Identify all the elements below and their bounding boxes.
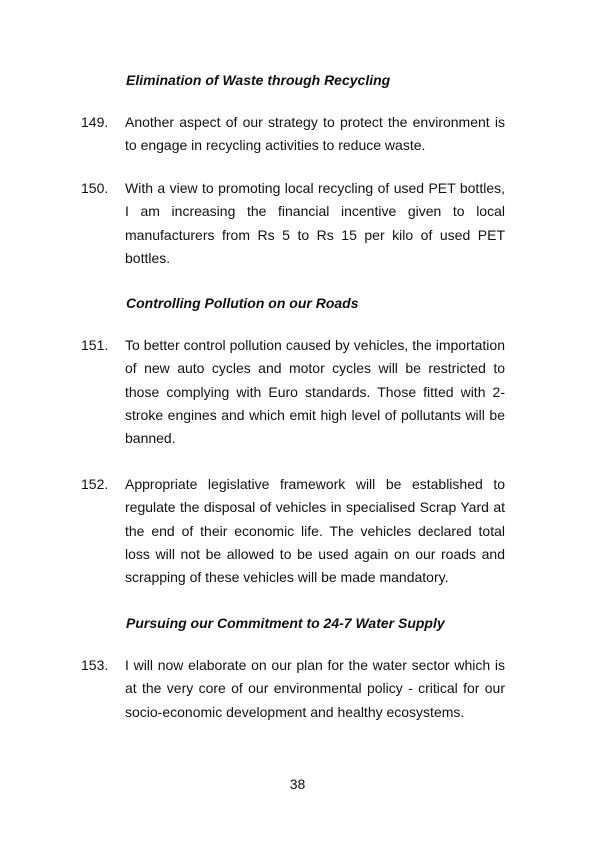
paragraph-152: [81, 473, 505, 589]
paragraph-number: 149.: [81, 114, 109, 130]
paragraph-number: 153.: [81, 657, 109, 673]
paragraph-151: [81, 334, 505, 450]
paragraph-text: Another aspect of our strategy to protect the environment is to engage in recycling activities to reduce waste.: [125, 114, 505, 154]
section-heading-recycling: Elimination of Waste through Recycling: [126, 72, 391, 88]
paragraph-number: 152.: [81, 476, 109, 492]
section-heading-water: Pursuing our Commitment to 24-7 Water Supply: [126, 615, 445, 631]
paragraph-149: [81, 111, 505, 158]
paragraph-number: 151.: [81, 337, 109, 353]
paragraph-text: I will now elaborate on our plan for the water sector which is at the very core of our environmental policy - critical for our socio-economic development and healthy ecosystems.: [125, 657, 505, 720]
page-number: 38: [289, 776, 306, 792]
paragraph-150: [81, 177, 505, 270]
paragraph-text: With a view to promoting local recycling of used PET bottles, I am increasing the financial incentive given to local manufacturers from Rs 5 to Rs 15 per kilo of used PET bottles.: [125, 180, 505, 266]
section-heading-pollution: Controlling Pollution on our Roads: [126, 295, 359, 311]
paragraph-text: Appropriate legislative framework will be established to regulate the disposal of vehicles in specialised Scrap Yard at the end of their economic life. The vehicles declared total loss will not be allowed to be used again on our roads and scrapping of these vehicles will be made mandatory.: [125, 476, 505, 585]
paragraph-text: To better control pollution caused by vehicles, the importation of new auto cycles and motor cycles will be restricted to those complying with Euro standards. Those fitted with 2-stroke engines and which emit high level of pollutants will be banned.: [125, 337, 505, 446]
paragraph-153: [81, 654, 505, 724]
paragraph-number: 150.: [81, 180, 109, 196]
